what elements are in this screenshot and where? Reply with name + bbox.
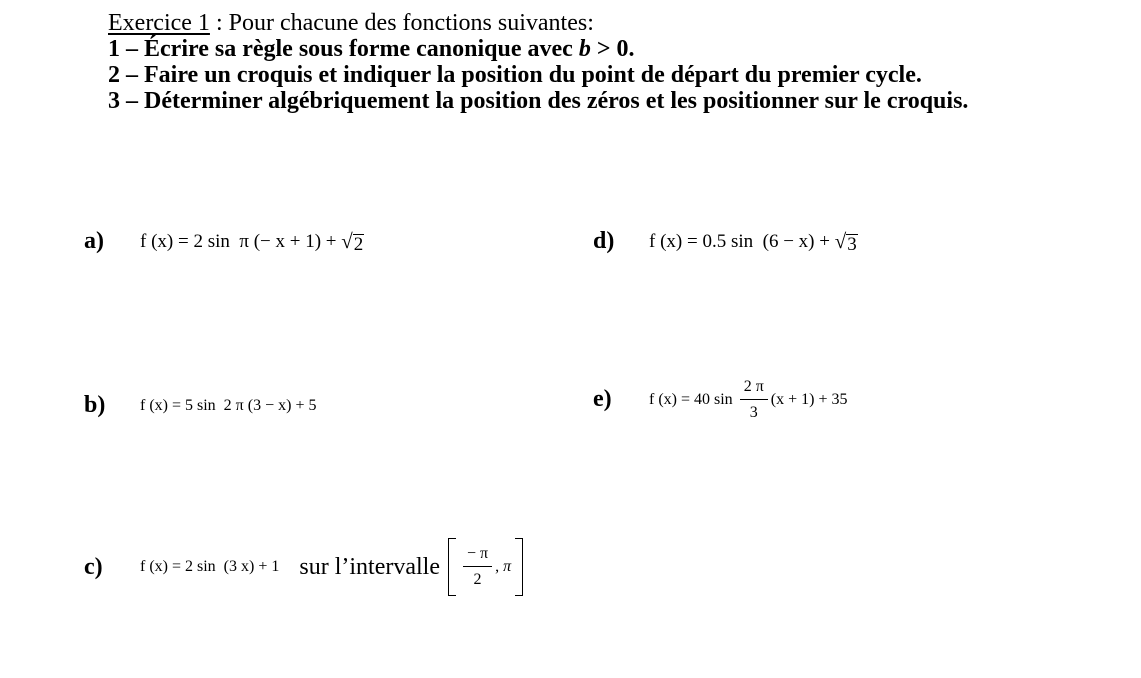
function-c <box>84 538 527 596</box>
fraction: $\frac{2 \pi}{3}$ <box>740 378 768 421</box>
sqrt-symbol: √ 2 <box>341 229 364 255</box>
sqrt-symbol: √ 3 <box>834 229 857 255</box>
function-e <box>593 378 847 421</box>
function-d-expression: f (x) = 0.5 sin (6 − x) + √ 3 <box>649 229 857 255</box>
function-c-expression: f (x) = 2 sin (3 x) + 1 <box>140 558 280 575</box>
instruction-2: 2 – Faire un croquis et indiquer la position du point de départ du premier cycle. <box>108 62 922 88</box>
function-c-label: c) <box>84 553 103 580</box>
exercise-title <box>108 10 968 36</box>
function-a-label: a) <box>84 228 104 254</box>
exercise-label: Exercice 1 <box>108 10 210 36</box>
interval: $\frac{- \pi}{2}$ , π <box>444 538 527 596</box>
function-e-label: e) <box>593 386 612 413</box>
instruction-3: 3 – Déterminer algébriquement la position des zéros et les positionner sur le croquis. <box>108 88 969 114</box>
function-a-expression: f (x) = 2 sin π (− x + 1) + √ 2 <box>140 229 364 255</box>
function-e-expression: f (x) = 40 sin $\frac{2 \pi}{3}$ (x + 1) + 35 <box>649 378 848 421</box>
interval-text: sur l’intervalle <box>299 553 440 580</box>
exercise-intro: : Pour chacune des fonctions suivantes: <box>209 10 594 36</box>
function-b <box>84 392 316 419</box>
function-b-label: b) <box>84 392 106 418</box>
function-b-expression: f (x) = 5 sin 2 π (3 − x) + 5 <box>140 396 317 414</box>
right-bracket <box>515 538 523 596</box>
function-a <box>84 228 364 255</box>
function-d <box>593 228 858 255</box>
function-d-label: d) <box>593 228 615 254</box>
exercise-header <box>108 10 968 114</box>
left-bracket <box>448 538 456 596</box>
instruction-1: 1 – Écrire sa règle sous forme canonique avec b > 0. <box>108 36 635 62</box>
interval-lower-fraction: $\frac{- \pi}{2}$ <box>463 545 492 588</box>
